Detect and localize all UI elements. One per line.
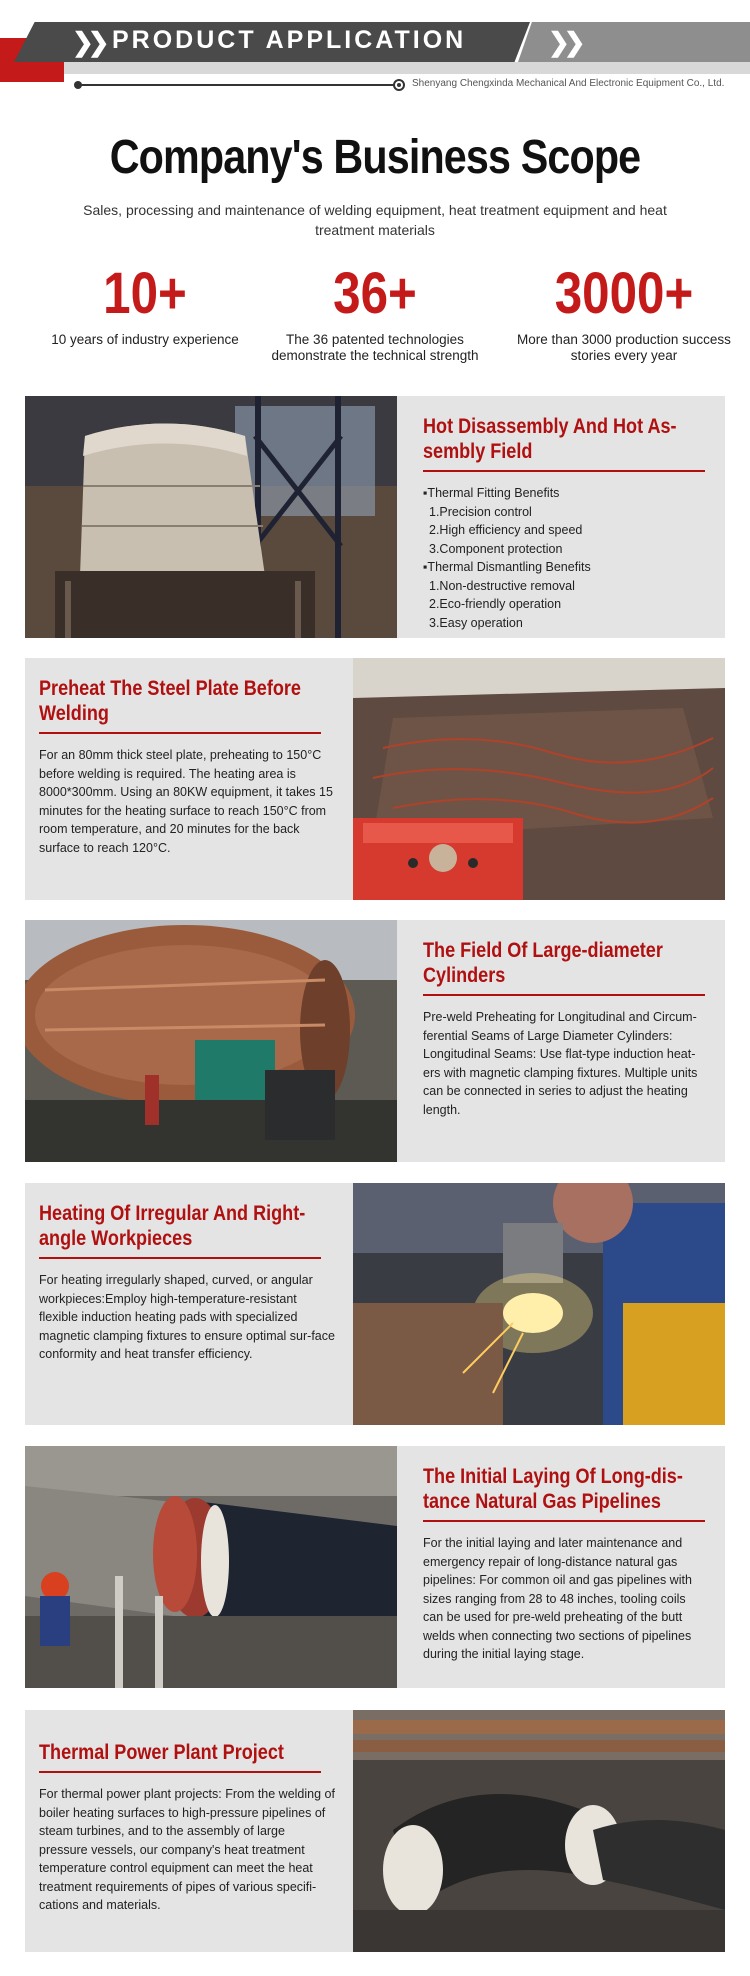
card-description: For the initial laying and later maintenance and emergency repair of long-distance natural gas pipelines: For common oil and gas pipelines with sizes ranging from 28 to 48 inches, tooling coils can be used for pre-weld preheating of the butt welds when connecting two sections of pipelines during the initial laying stage. [423, 1536, 692, 1661]
card-text [397, 920, 725, 1162]
card-irregular-workpieces [25, 1183, 725, 1425]
company-name: Shenyang Chengxinda Mechanical And Electronic Equipment Co., Ltd. [412, 78, 725, 89]
welding-photo [353, 1183, 725, 1425]
list-heading: ▪Thermal Dismantling Benefits [423, 560, 591, 574]
double-chevron-icon: ❯❯ [72, 27, 104, 57]
title-underline [423, 470, 705, 472]
card-title: Preheat The Steel Plate Before Welding [39, 677, 301, 725]
card-natural-gas-pipelines [25, 1446, 725, 1688]
card-hot-disassembly [25, 396, 725, 638]
card-preheat-steel-plate [25, 658, 725, 900]
title-underline [423, 1520, 705, 1522]
list-item: 2.High efficiency and speed [429, 523, 583, 537]
banner-grey-strip [64, 62, 750, 74]
steel-plate-photo [353, 658, 725, 900]
stat-years [35, 262, 255, 348]
business-scope-subtitle: Sales, processing and maintenance of welding equipment, heat treatment equipment and heat treatment materials [83, 202, 667, 238]
banner-title: PRODUCT APPLICATION [112, 26, 467, 54]
business-scope-title: Company's Business Scope [109, 131, 641, 184]
list-item: 3.Easy operation [429, 615, 523, 630]
list-item: 1.Precision control [429, 504, 532, 519]
card-text [25, 658, 353, 900]
list-item: 2.Eco-friendly operation [429, 597, 562, 611]
product-application-banner [0, 0, 750, 100]
card-large-diameter-cylinders [25, 920, 725, 1162]
hot-assembly-photo [25, 396, 397, 638]
benefits-list [423, 484, 707, 632]
stat-description: More than 3000 production success stories every year [517, 332, 731, 363]
stat-description: 10 years of industry experience [51, 332, 239, 347]
card-text [397, 396, 725, 638]
card-title: Thermal Power Plant Project [39, 1741, 284, 1764]
card-title: The Initial Laying Of Long-dis-tance Natural Gas Pipelines [423, 1465, 683, 1513]
title-underline [39, 1771, 321, 1773]
card-description: Pre-weld Preheating for Longitudinal and Circum-ferential Seams of Large Diameter Cylinders: Longitudinal Seams: Use flat-type induction heat-ers with magnetic clamping fixtures. Multiple units can be connected in series to adjust the heating length. [423, 1010, 698, 1117]
gas-pipeline-photo [25, 1446, 397, 1688]
card-description: For an 80mm thick steel plate, preheating to 150°C before welding is required. The heating area is 8000*300mm. Using an 80KW equipment, it takes 15 minutes for the heating surface to reach 150°C from room temperature, and 20 minutes for the back surface to reach 120°C. [39, 748, 333, 855]
card-title: Hot Disassembly And Hot As-sembly Field [423, 415, 677, 463]
banner-divider-line [78, 84, 396, 86]
card-title: Heating Of Irregular And Right-angle Workpieces [39, 1202, 306, 1250]
list-item: 1.Non-destructive removal [429, 578, 575, 593]
banner-line-end-icon [393, 79, 405, 91]
card-text [25, 1710, 353, 1952]
card-thermal-power-plant [25, 1710, 725, 1952]
power-plant-pipes-photo [353, 1710, 725, 1952]
stat-success-stories [514, 262, 734, 364]
list-item: 3.Component protection [429, 541, 563, 556]
card-description: For heating irregularly shaped, curved, or angular workpieces:Employ high-temperature-resistant flexible induction heating pads with specialized magnetic clamping fixtures to ensure optimal sur-face conformity and heat transfer efficiency. [39, 1273, 335, 1361]
stat-patents [265, 262, 485, 364]
large-cylinder-photo [25, 920, 397, 1162]
list-heading: ▪Thermal Fitting Benefits [423, 486, 560, 500]
double-chevron-icon: ❯❯ [548, 27, 580, 57]
title-underline [39, 732, 321, 734]
card-text [397, 1446, 725, 1688]
stat-value: 3000+ [554, 261, 694, 326]
card-title: The Field Of Large-diameter Cylinders [423, 939, 663, 987]
stat-description: The 36 patented technologies demonstrate the technical strength [271, 332, 479, 363]
stat-value: 36+ [333, 261, 417, 326]
title-underline [423, 994, 705, 996]
title-underline [39, 1257, 321, 1259]
card-text [25, 1183, 353, 1425]
card-description: For thermal power plant projects: From the welding of boiler heating surfaces to high-pressure pipelines of steam turbines, and to the assembly of large pressure vessels, our company's heat treatment temperature control equipment can meet the heat treatment requirements of pipes of various specifi-cations and materials. [39, 1787, 335, 1912]
stat-value: 10+ [103, 261, 187, 326]
